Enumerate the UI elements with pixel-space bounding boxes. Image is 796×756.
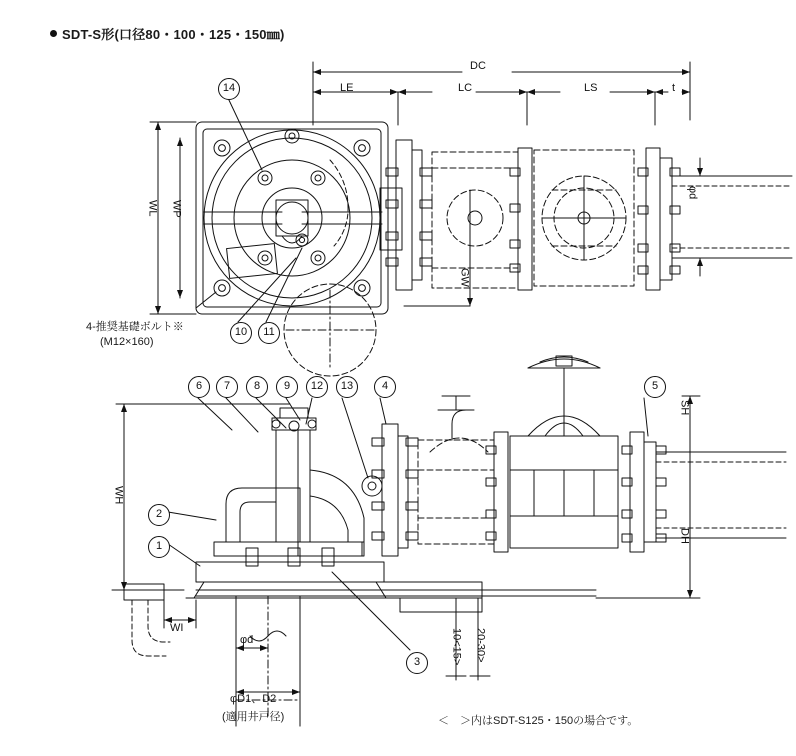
dim-wl: WL: [146, 200, 159, 217]
page-title: SDT-S形(口径80・100・125・150㎜): [62, 27, 285, 42]
callout-6: 6: [188, 376, 210, 398]
callout-2: 2: [148, 504, 170, 526]
dim-wp: WP: [170, 200, 183, 218]
dim-t: t: [672, 82, 676, 94]
dim-ls: LS: [584, 82, 598, 94]
dim-lc: LC: [458, 82, 473, 94]
dim-sh: SH: [678, 400, 691, 416]
dim-phi-d-bottom: φd: [240, 634, 254, 646]
dim-dh: DH: [678, 528, 691, 544]
dim-gap-left: 10<15>: [450, 628, 463, 666]
callout-7: 7: [216, 376, 238, 398]
callout-9: 9: [276, 376, 298, 398]
callout-1: 1: [148, 536, 170, 558]
note-well-dia-sub: (適用井戸径): [222, 711, 285, 723]
callout-14: 14: [218, 78, 240, 100]
note-anchor-bolt: 4-推奨基礎ボルト※: [86, 321, 184, 333]
callout-11: 11: [258, 322, 280, 344]
callout-4: 4: [374, 376, 396, 398]
callout-8: 8: [246, 376, 268, 398]
dim-gw: GW: [458, 268, 471, 287]
note-well-dia: φD1、D2: [230, 693, 277, 705]
callout-3: 3: [406, 652, 428, 674]
callout-13: 13: [336, 376, 358, 398]
dim-gap-right: 20-30>: [474, 628, 487, 663]
callout-12: 12: [306, 376, 328, 398]
dim-dc: DC: [470, 60, 486, 72]
callout-10: 10: [230, 322, 252, 344]
note-footnote: ＜ ＞内はSDT-S125・150の場合です。: [438, 715, 639, 727]
dim-wh: WH: [112, 486, 125, 505]
note-anchor-bolt-size: (M12×160): [100, 336, 154, 348]
dim-wi: WI: [170, 622, 184, 634]
dim-phi-d-top: φd: [686, 186, 699, 200]
dim-le: LE: [340, 82, 354, 94]
callout-5: 5: [644, 376, 666, 398]
